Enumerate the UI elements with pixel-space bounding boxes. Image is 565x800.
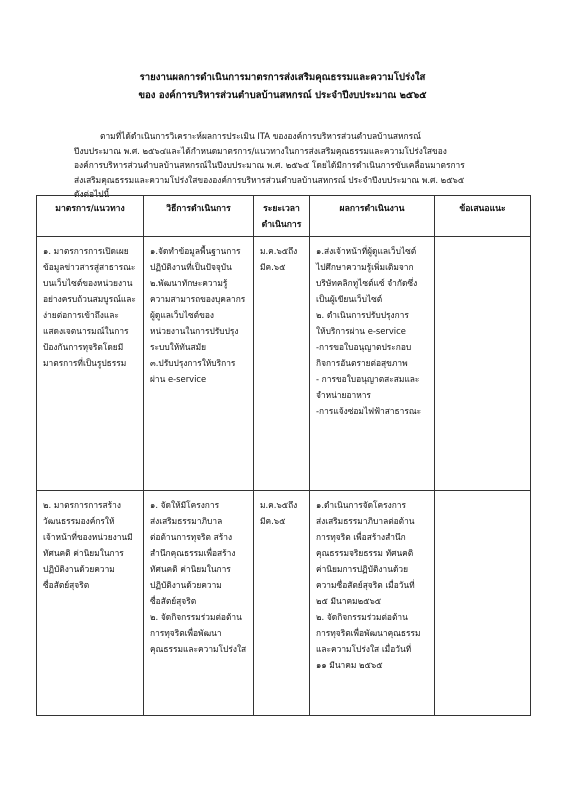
cell-measure xyxy=(37,237,144,491)
measures-table xyxy=(36,195,531,716)
intro-line: ดังต่อไปนี้ xyxy=(74,189,110,200)
result-line: ๑๑ มีนาคม ๒๕๖๕ xyxy=(316,660,383,670)
cell-period xyxy=(254,237,310,491)
period-line: มีค.๖๕ xyxy=(260,262,286,272)
result-line: คุณธรรมจริยธรรม ทัศนคติ xyxy=(316,548,414,558)
measure-line: บนเว็บไซต์ของหน่วยงาน xyxy=(43,278,133,288)
method-line: ซื่อสัตย์สุจริต xyxy=(150,596,197,606)
method-line: ๒.พัฒนาทักษะความรู้ xyxy=(150,278,228,288)
result-line: บริษัทคลิกทูไซต์แซ์ จำกัดซึ่ง xyxy=(316,278,418,288)
result-line: เป็นผู้เขียนเว็บไซต์ xyxy=(316,294,383,304)
method-line: ระบบให้ทันสมัย xyxy=(150,342,207,352)
header-measure: มาตรการ/แนวทาง xyxy=(37,196,144,237)
result-line: -การแจ้งซ่อมไฟฟ้าสาธารณะ xyxy=(316,406,422,416)
document-title-line-2: ของ องค์การบริหารส่วนตำบลบ้านสหกรณ์ ประจำปีงบประมาณ ๒๕๖๕ xyxy=(138,90,427,101)
cell-measure xyxy=(37,491,144,716)
method-line: สำนึกคุณธรรมเพื่อสร้าง xyxy=(150,548,236,558)
method-line: ปฏิบัติงานด้วยความ xyxy=(150,580,222,590)
result-line: - การขอใบอนุญาตสะสมและ xyxy=(316,374,420,384)
method-line: การทุจริตเพื่อพัฒนา xyxy=(150,628,222,638)
intro-paragraph xyxy=(74,129,514,202)
header-result: ผลการดำเนินงาน xyxy=(310,196,435,237)
intro-line: ปีงบประมาณ พ.ศ. ๒๕๖๔และได้กำหนดมาตรการ/แนวทางในการส่งเสริมคุณธรรมและความโปร่งใสของ xyxy=(74,145,447,156)
cell-suggestion xyxy=(435,237,531,491)
measure-line: ซื่อสัตย์สุจริต xyxy=(43,580,90,590)
cell-period xyxy=(254,491,310,716)
result-line: ค่านิยมการปฏิบัติงานด้วย xyxy=(316,564,408,574)
table-header-row xyxy=(37,196,531,237)
result-line: ๒๕ มีนาคม๒๕๖๕ xyxy=(316,596,382,606)
result-line: กิจการอันตรายต่อสุขภาพ xyxy=(316,358,408,368)
measure-line: ง่ายต่อการเข้าถึงและ xyxy=(43,310,119,320)
measure-line: แสดงเจตนารมณ์ในการ xyxy=(43,326,129,336)
method-line: หน่วยงานในการปรับปรุง xyxy=(150,326,239,336)
header-period-line: ดำเนินการ xyxy=(261,220,302,230)
cell-result xyxy=(310,491,435,716)
method-line: ต่อต้านการทุจริต สร้าง xyxy=(150,532,233,542)
result-line: ไปศึกษาความรู้เพิ่มเติมจาก xyxy=(316,262,414,272)
method-line: คุณธรรมและความโปร่งใส xyxy=(150,644,247,654)
intro-line: ส่งเสริมคุณธรรมและความโปร่งใสขององค์การบริหารส่วนตำบลบ้านสหกรณ์ ประจำปีงบประมาณ พ.ศ. ๒๕๖๕ xyxy=(74,174,465,185)
header-period xyxy=(254,196,310,237)
result-line: การทุจริต เพื่อสร้างสำนึก xyxy=(316,532,406,542)
result-line: ส่งเสริมธรรมาภิบาลต่อต้าน xyxy=(316,516,415,526)
intro-line: ตามที่ได้ดำเนินการวิเคราะห์ผลการประเมิน ITA ขององค์การบริหารส่วนตำบลบ้านสหกรณ์ xyxy=(100,131,421,141)
measure-line: ทัศนคติ ค่านิยมในการ xyxy=(43,548,124,558)
method-line: ๑.จัดทำข้อมูลพื้นฐานการ xyxy=(150,246,241,256)
method-line: ทัศนคติ ค่านิยมในการ xyxy=(150,564,231,574)
result-line: และความโปร่งใส เมื่อวันที่ xyxy=(316,644,412,654)
result-line: ๒. ดำเนินการปรับปรุงการ xyxy=(316,310,409,320)
measure-line: เจ้าหน้าที่ของหน่วยงานมี xyxy=(43,532,133,542)
period-line: ม.ค.๖๕ถึง xyxy=(260,500,298,510)
cell-method xyxy=(144,237,254,491)
method-line: ส่งเสริมธรรมาภิบาล xyxy=(150,516,223,526)
measure-line: ข้อมูลข่าวสารสู่สาธารณะ xyxy=(43,262,136,272)
header-suggestion: ข้อเสนอแนะ xyxy=(435,196,531,237)
result-line: -การขอใบอนุญาตประกอบ xyxy=(316,342,412,352)
cell-result xyxy=(310,237,435,491)
measure-line: ๒. มาตรการการสร้าง xyxy=(43,500,121,510)
header-method: วิธีการดำเนินการ xyxy=(144,196,254,237)
header-period-line: ระยะเวลา xyxy=(263,204,300,214)
document-title-line-1: รายงานผลการดำเนินการมาตรการส่งเสริมคุณธรรมและความโปร่งใส xyxy=(139,72,426,83)
measure-line: ป้องกันการทุจริตโดยมี xyxy=(43,342,124,352)
result-line: การทุจริตเพื่อพัฒนาคุณธรรม xyxy=(316,628,421,638)
method-line: ผู้ดูแลเว็บไซต์ของ xyxy=(150,310,214,320)
measure-line: วัฒนธรรมองค์กรให้ xyxy=(43,516,115,526)
intro-line: องค์การบริหารส่วนตำบลบ้านสหกรณ์ในปีงบประมาณ พ.ศ. ๒๕๖๕ โดยได้มีการดำเนินการขับเคลื่อนมาตรการ xyxy=(74,160,465,171)
period-line: ม.ค.๖๕ถึง xyxy=(260,246,298,256)
method-line: ความสามารถของบุคลากร xyxy=(150,294,246,304)
result-line: ให้บริการผ่าน e-service xyxy=(316,326,406,336)
result-line: ๒. จัดกิจกรรมร่วมต่อต้าน xyxy=(316,612,408,622)
table-row xyxy=(37,491,531,716)
result-line: จำหน่ายอาหาร xyxy=(316,390,371,400)
period-line: มีค.๖๕ xyxy=(260,516,286,526)
measure-line: ๑. มาตรการการเปิดเผย xyxy=(43,246,129,256)
measure-line: มาตรการที่เป็นรูปธรรม xyxy=(43,358,127,368)
result-line: ๑.ดำเนินการจัดโครงการ xyxy=(316,500,407,510)
cell-method xyxy=(144,491,254,716)
method-line: ๒. จัดกิจกรรมร่วมต่อต้าน xyxy=(150,612,242,622)
result-line: ความซื่อสัตย์สุจริต เมื่อวันที่ xyxy=(316,580,415,590)
result-line: ๑.ส่งเจ้าหน้าที่ผู้ดูแลเว็บไซต์ xyxy=(316,246,417,256)
measure-line: ปฏิบัติงานด้วยความ xyxy=(43,564,115,574)
cell-suggestion xyxy=(435,491,531,716)
measure-line: อย่างครบถ้วนสมบูรณ์และ xyxy=(43,294,136,304)
method-line: ๓.ปรับปรุงการให้บริการ xyxy=(150,358,236,368)
method-line: ผ่าน e-service xyxy=(150,374,207,384)
method-line: ๑. จัดให้มีโครงการ xyxy=(150,500,220,510)
table-row xyxy=(37,237,531,491)
method-line: ปฏิบัติงานที่เป็นปัจจุบัน xyxy=(150,262,232,272)
